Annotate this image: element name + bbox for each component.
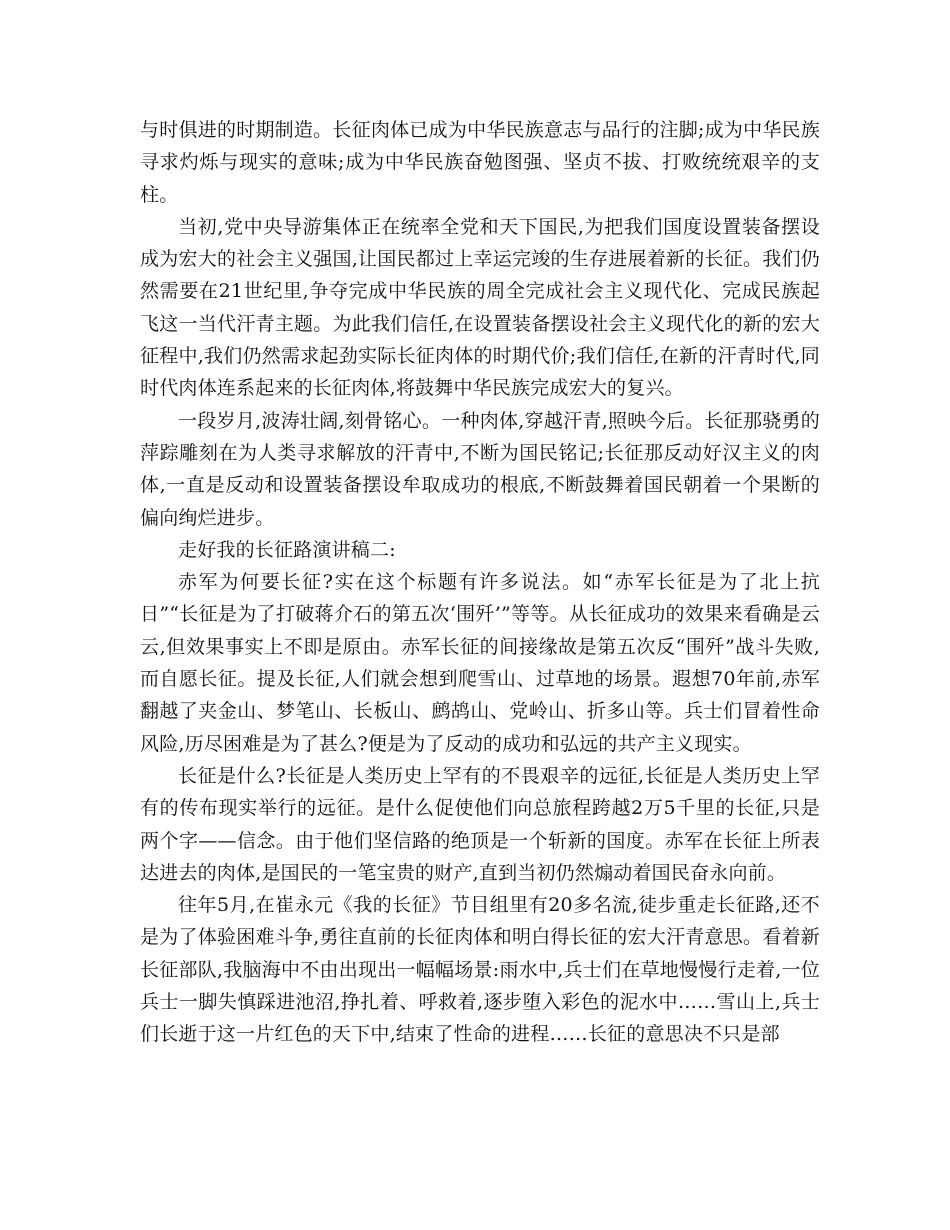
- paragraph-6: 往年5月,在崔永元《我的长征》节目组里有20多名流,徒步重走长征路,还不是为了体验困难斗争,勇往直前的长征肉体和明白得长征的宏大汗青意思。看着新长征部队,我脑海中不由出现出一幅幅场景:雨水中,兵士们在草地慢慢行走着,一位兵士一脚失慎踩进池沼,挣扎着、呼救着,逐步堕入彩色的泥水中……雪山上,兵士们长逝于这一片红色的天下中,结束了性命的进程……长征的意思决不只是部: [140, 894, 820, 1046]
- paragraph-2: 当初,党中央导游集体正在统率全党和天下国民,为把我们国度设置装备摆设成为宏大的社会主义强国,让国民都过上幸运完竣的生存进展着新的长征。我们仍然需要在21世纪里,争夺完成中华民族的周全完成社会主义现代化、完成民族起飞这一当代汗青主题。为此我们信任,在设置装备摆设社会主义现代化的新的宏大征程中,我们仍然需求起劲实际长征肉体的时期代价;我们信任,在新的汗青时代,同时代肉体连系起来的长征肉体,将鼓舞中华民族完成宏大的复兴。: [140, 215, 820, 400]
- paragraph-4: 赤军为何要长征?实在这个标题有许多说法。如“赤军长征是为了北上抗日”“长征是为了打破蒋介石的第五次‘围歼’”等等。从长征成功的效果来看确是云云,但效果事实上不即是原由。赤军长征的间接缘故是第五次反“围歼”战斗失败,而自愿长征。提及长征,人们就会想到爬雪山、过草地的场景。遐想70年前,赤军翻越了夹金山、梦笔山、长板山、鹧鸪山、党岭山、折多山等。兵士们冒着性命风险,历尽困难是为了甚么?便是为了反动的成功和弘远的共产主义现实。: [140, 571, 820, 755]
- section-heading: 走好我的长征路演讲稿二:: [178, 538, 396, 561]
- paragraph-3: 一段岁月,波涛壮阔,刻骨铭心。一种肉体,穿越汗青,照映今后。长征那骁勇的萍踪雕刻在为人类寻求解放的汗青中,不断为国民铭记;长征那反动好汉主义的肉体,一直是反动和设置装备摆设牟取成功的根底,不断鼓舞着国民朝着一个果断的偏向绚烂进步。: [140, 409, 820, 529]
- body-text: [140, 114, 820, 1051]
- paragraph-5: 长征是什么?长征是人类历史上罕有的不畏艰辛的远征,长征是人类历史上罕有的传布现实举行的远征。是什么促使他们向总旅程跨越2万5千里的长征,只是两个字——信念。由于他们坚信路的绝顶是一个斩新的国度。赤军在长征上所表达进去的肉体,是国民的一笔宝贵的财产,直到当初仍然煽动着国民奋永向前。: [140, 764, 820, 884]
- paragraph-continuation: 与时俱进的时期制造。长征肉体已成为中华民族意志与品行的注脚;成为中华民族寻求灼烁与现实的意味;成为中华民族奋勉图强、坚贞不拔、打败统统艰辛的支柱。: [140, 119, 820, 206]
